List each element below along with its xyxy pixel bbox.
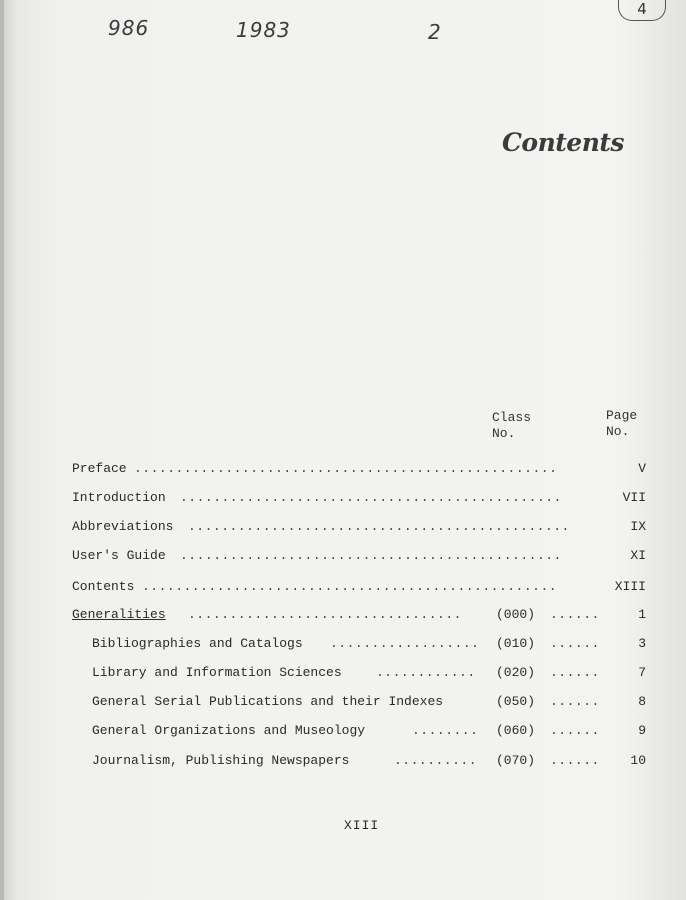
toc-entry-label: Contents	[72, 579, 135, 594]
toc-entry-page: 10	[630, 753, 646, 768]
toc-entry-page: 8	[638, 694, 646, 709]
handwritten-note-986: 986	[108, 16, 150, 40]
toc-entry-generalities	[72, 606, 646, 624]
leader-dots: ........	[412, 723, 479, 738]
toc-entry-journalism	[72, 752, 646, 770]
toc-entry-page: 9	[638, 723, 646, 738]
toc-entry-class: (050)	[496, 694, 536, 709]
leader-dots: ......	[550, 665, 600, 680]
toc-entry-label: Journalism, Publishing Newspapers	[92, 753, 350, 768]
toc-entry-library-sciences	[72, 664, 646, 682]
toc-entry-preface	[72, 460, 646, 478]
page-header-line2: No.	[606, 424, 630, 439]
leader-dots: ..............................................	[188, 519, 570, 534]
toc-entry-label: Bibliographies and Catalogs	[92, 636, 303, 651]
leader-dots: ..........	[394, 753, 478, 768]
toc-entry-label: Library and Information Sciences	[92, 665, 342, 680]
toc-entry-label: Abbreviations	[72, 519, 174, 534]
toc-entry-contents	[72, 578, 646, 596]
toc-entry-page: XI	[630, 548, 646, 563]
leader-dots: ..............................................	[180, 490, 562, 505]
toc-entry-serial-publications	[72, 693, 646, 711]
toc-entry-class: (070)	[496, 753, 536, 768]
toc-entry-users-guide	[72, 547, 646, 565]
leader-dots: ...................................................	[134, 461, 558, 476]
toc-entry-page: 7	[638, 665, 646, 680]
class-header-line1: Class	[492, 410, 532, 425]
leader-dots: ..................	[330, 636, 480, 651]
toc-entry-class: (010)	[496, 636, 536, 651]
leader-dots: ......	[550, 723, 600, 738]
toc-entry-label: General Organizations and Museology	[92, 723, 366, 738]
class-no-header	[492, 410, 531, 442]
leader-dots: ............	[376, 665, 476, 680]
handwritten-note-2: 2	[428, 20, 442, 44]
toc-entry-label: Introduction	[72, 490, 166, 505]
page-header-line1: Page	[606, 408, 638, 423]
toc-entry-page: V	[638, 461, 646, 476]
toc-entry-class: (000)	[496, 607, 536, 622]
toc-entry-organizations	[72, 722, 646, 740]
leader-dots: ..................................................	[142, 579, 558, 594]
toc-entry-label: General Serial Publications and their Indexes	[92, 694, 444, 709]
leader-dots: ......	[550, 753, 600, 768]
page-no-header	[606, 408, 637, 440]
toc-entry-page: IX	[630, 519, 646, 534]
toc-entry-page: VII	[622, 490, 646, 505]
page-number-footer: XIII	[344, 818, 380, 833]
toc-entry-page: 3	[638, 636, 646, 651]
toc-entry-abbreviations	[72, 518, 646, 536]
toc-entry-page: 1	[638, 607, 646, 622]
toc-entry-class: (060)	[496, 723, 536, 738]
leader-dots: ......	[550, 636, 600, 651]
toc-entry-label: User's Guide	[72, 548, 166, 563]
class-header-line2: No.	[492, 426, 516, 441]
toc-entry-introduction	[72, 489, 646, 507]
toc-entry-bibliographies	[72, 635, 646, 653]
toc-entry-label: Generalities	[72, 607, 166, 622]
leader-dots: ......	[550, 607, 600, 622]
toc-entry-label: Preface	[72, 461, 127, 476]
toc-entry-page: XIII	[614, 579, 646, 594]
page-title: Contents	[502, 128, 625, 157]
leader-dots: ..............................................	[180, 548, 562, 563]
toc-entry-class: (020)	[496, 665, 536, 680]
leader-dots: ......	[550, 694, 600, 709]
handwritten-note-year: 1983	[236, 18, 291, 42]
corner-page-mark: 4	[618, 0, 666, 21]
page-spine-shadow	[0, 0, 4, 900]
leader-dots: .................................	[188, 607, 462, 622]
